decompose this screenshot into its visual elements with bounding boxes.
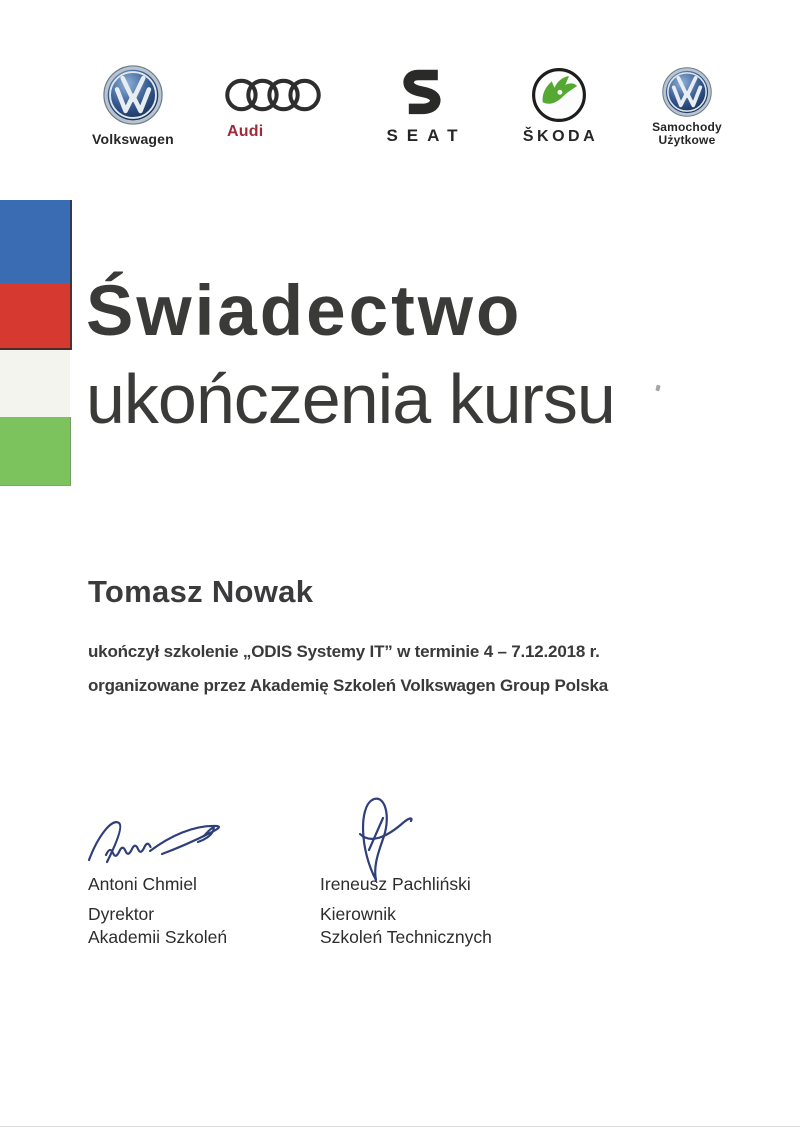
scan-edge-line xyxy=(0,1126,800,1127)
brand-seat xyxy=(362,68,482,146)
accent-bar-red xyxy=(0,283,72,350)
signature-ireneusz-pachlinski xyxy=(346,792,418,884)
vw-commercial-label-line1: Samochody xyxy=(652,120,722,134)
signatory-left-role xyxy=(88,903,227,949)
recipient-name: Tomasz Nowak xyxy=(88,574,314,609)
scan-artifact-speck xyxy=(655,385,660,392)
vw-commercial-logo-icon xyxy=(662,67,712,117)
skoda-winged-arrow-icon xyxy=(530,66,588,124)
vw-commercial-label xyxy=(627,121,747,146)
signature-antoni-chmiel xyxy=(86,810,236,874)
course-statement-line2: organizowane przez Akademię Szkoleń Volkswagen Group Polska xyxy=(88,676,609,695)
signatory-right-name: Ireneusz Pachliński xyxy=(320,874,471,894)
accent-bar-blue xyxy=(0,200,72,283)
signatory-left-role-line2: Akademii Szkoleń xyxy=(88,927,228,947)
signatory-right-role-line2: Szkoleń Technicznych xyxy=(320,927,492,947)
accent-bar-white xyxy=(0,350,70,417)
brand-vw-commercial xyxy=(627,67,747,146)
signatory-left-role-line1: Dyrektor xyxy=(88,904,155,924)
volkswagen-label: Volkswagen xyxy=(92,131,174,147)
brand-volkswagen xyxy=(73,65,193,147)
accent-bar-green xyxy=(0,417,71,486)
signatory-right-role xyxy=(320,903,492,949)
seat-s-icon xyxy=(400,68,444,119)
certificate-title-line2: ukończenia kursu xyxy=(86,360,615,438)
volkswagen-logo-icon xyxy=(103,65,163,125)
signatory-right-role-line1: Kierownik xyxy=(320,904,396,924)
vw-commercial-label-line2: Użytkowe xyxy=(658,132,716,147)
audi-label: Audi xyxy=(227,123,264,140)
brand-skoda xyxy=(499,66,619,146)
skoda-label: ŠKODA xyxy=(522,128,599,145)
brand-audi xyxy=(224,78,322,141)
audi-rings-icon xyxy=(224,78,322,112)
certificate-title-line1: Świadectwo xyxy=(86,272,523,351)
course-statement-line1: ukończył szkolenie „ODIS Systemy IT” w terminie 4 – 7.12.2018 r. xyxy=(88,642,600,661)
signatory-left-name: Antoni Chmiel xyxy=(88,874,197,894)
seat-label: SEAT xyxy=(386,126,467,145)
